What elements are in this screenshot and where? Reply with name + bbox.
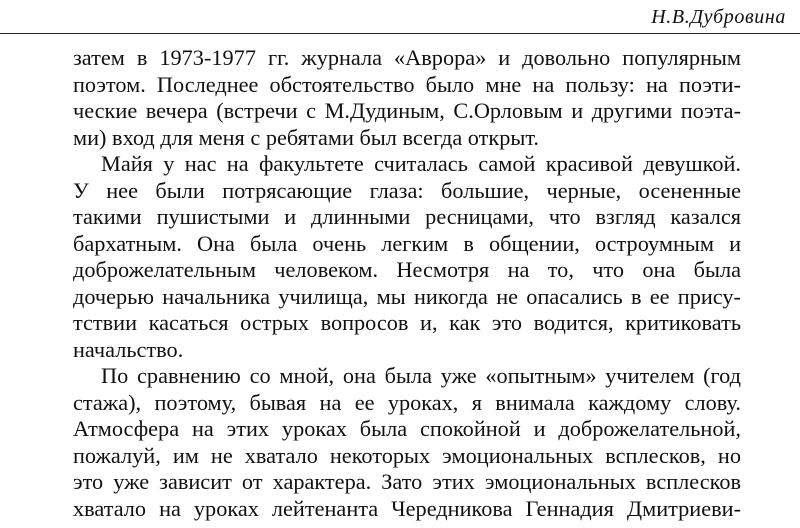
text-line: начальство. (73, 336, 184, 362)
text-line: У нее были потрясающие глаза: большие, черные, осененные (73, 177, 741, 203)
text-line: Атмосфера на этих уроках была спокойной и доброжелательной, (73, 416, 741, 441)
text-line: По сравнению со мной, она была уже «опытным» учителем (год (101, 363, 741, 388)
text-line: хватало на уроках лейтенанта Чередникова Геннадия Дмитриеви- (73, 495, 741, 521)
running-head-author: Н.В.Дубровина (651, 6, 786, 28)
text-line: ми) вход для меня с ребятами был всегда открыт. (73, 124, 539, 150)
text-line: ческие вечера (встречи с М.Дудиным, С.Орловым и другими поэта- (73, 98, 741, 123)
text-line: стажа), поэтому, бывая на ее уроках, я внимала каждому слову. (73, 389, 741, 415)
text-line: это уже зависит от характера. Зато этих эмоциональных всплесков (73, 469, 741, 494)
text-line: дочерью начальника училища, мы никогда не опасались в ее прису- (73, 283, 741, 309)
text-line: такими пушистыми и длинными ресницами, что взгляд казался (73, 204, 741, 229)
text-line: бархатным. Она была очень легким в общении, остроумным и (73, 230, 741, 256)
text-line: доброжелательным человеком. Несмотря на то, что она была (73, 257, 741, 282)
text-line: Майя у нас на факультете считалась самой красивой девушкой. (101, 151, 741, 176)
text-line: пожалуй, им не хватало некоторых эмоциональных всплесков, но (73, 442, 741, 468)
text-line: тствии касаться острых вопросов и, как это водится, критиковать (73, 310, 741, 335)
text-line: затем в 1973-1977 гг. журнала «Аврора» и довольно популярным (73, 45, 741, 70)
text-line: поэтом. Последнее обстоятельство было мне на пользу: на поэти- (73, 71, 741, 97)
